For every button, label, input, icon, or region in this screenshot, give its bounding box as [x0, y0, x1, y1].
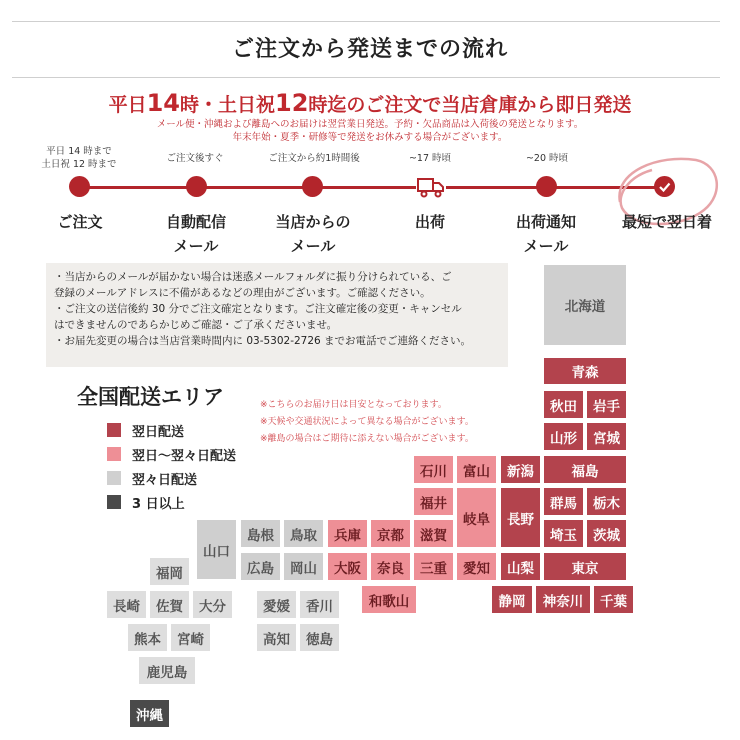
pref-nagasaki: 長崎	[107, 591, 146, 618]
pref-aomori: 青森	[544, 358, 626, 384]
legend-swatch	[107, 447, 121, 461]
headline-hour-weekday: 14	[146, 89, 180, 117]
pref-gifu: 岐阜	[457, 488, 496, 547]
legend-swatch	[107, 495, 121, 509]
notice-line: ・お届先変更の場合は当店営業時間内に 03-5302-2726 までお電話でご連絡ください。	[54, 335, 472, 347]
pref-tottori: 鳥取	[284, 520, 323, 547]
headline	[0, 89, 740, 117]
pref-fukuoka: 福岡	[150, 558, 189, 585]
headline-part: 時・土日祝	[179, 94, 275, 116]
holiday-note: 年末年始・夏季・研修等で発送をお休みする場合がございます。	[232, 132, 508, 143]
timeline-caption: ご注文から約1時間後	[268, 153, 360, 164]
pref-hiroshima: 広島	[241, 553, 280, 580]
shipping-note: メール便・沖縄および離島へのお届けは翌営業日発送。予約・欠品商品は入荷後の発送となります。	[156, 119, 584, 130]
pref-kumamoto: 熊本	[128, 624, 167, 651]
pref-toyama: 富山	[457, 456, 496, 483]
pref-fukui: 福井	[414, 488, 453, 515]
legend-label: 翌日配送	[132, 425, 185, 440]
pref-iwate: 岩手	[587, 391, 626, 418]
step-shipment: 出荷	[414, 213, 445, 231]
truck-icon	[416, 174, 446, 200]
pref-ishikawa: 石川	[414, 456, 453, 483]
area-title: 全国配送エリア	[77, 385, 224, 409]
pref-hokkaido: 北海道	[544, 265, 626, 345]
pref-kyoto: 京都	[371, 520, 410, 547]
legend-swatch	[107, 471, 121, 485]
pref-nara: 奈良	[371, 553, 410, 580]
area-disclaimer: ※こちらのお届け日は目安となっております。	[260, 400, 447, 410]
pref-shizuoka: 静岡	[492, 586, 532, 613]
timeline-caption: ~17 時頃	[408, 153, 452, 164]
timeline-caption: ご注文後すぐ	[166, 153, 224, 164]
page-title: ご注文から発送までの流れ	[231, 37, 508, 62]
pref-yamagata: 山形	[544, 423, 583, 450]
step-marker	[536, 176, 557, 197]
pref-kagoshima: 鹿児島	[139, 657, 195, 684]
headline-part: 時迄のご注文で当店倉庫から即日発送	[308, 94, 632, 116]
legend-swatch	[107, 423, 121, 437]
pref-fukushima: 福島	[544, 456, 626, 483]
pref-niigata: 新潟	[501, 456, 540, 483]
headline-hour-weekend: 12	[275, 89, 309, 117]
pref-kanagawa: 神奈川	[536, 586, 590, 613]
pref-tokyo: 東京	[544, 553, 626, 580]
pref-tokushima: 徳島	[300, 624, 339, 651]
pref-ehime: 愛媛	[257, 591, 296, 618]
pref-aichi: 愛知	[457, 553, 496, 580]
step-next-day: 最短で翌日着	[621, 213, 712, 231]
top-divider	[12, 21, 720, 22]
legend-label: 翌々日配送	[132, 473, 198, 488]
pref-akita: 秋田	[544, 391, 583, 418]
area-disclaimer: ※離島の場合はご期待に添えない場合がございます。	[260, 434, 474, 444]
timeline-caption: ~20 時頃	[525, 153, 569, 164]
legend-label: 3 日以上	[132, 497, 185, 512]
pref-gunma: 群馬	[544, 488, 583, 515]
pref-hyogo: 兵庫	[328, 520, 367, 547]
timeline-caption: 平日 14 時まで 土日祝 12 時まで	[41, 146, 117, 170]
timeline-line	[80, 186, 662, 189]
pref-saitama: 埼玉	[544, 520, 583, 547]
pref-tochigi: 栃木	[587, 488, 626, 515]
legend-label: 翌日～翌々日配送	[132, 449, 237, 464]
pref-miyagi: 宮城	[587, 423, 626, 450]
notice-line: ・ご注文の送信後約 30 分でご注文確定となります。ご注文確定後の変更・キャンセル	[54, 303, 462, 315]
pref-kochi: 高知	[257, 624, 296, 651]
notice-line: はできませんのであらかじめご確認・ご了承くださいませ。	[54, 319, 338, 331]
pref-nagano: 長野	[501, 488, 540, 547]
pref-wakayama: 和歌山	[362, 586, 416, 613]
step-marker	[302, 176, 323, 197]
pref-yamanashi: 山梨	[501, 553, 540, 580]
pref-shimane: 島根	[241, 520, 280, 547]
step-auto-mail: 自動配信 メール	[165, 213, 226, 255]
pref-okayama: 岡山	[284, 553, 323, 580]
pref-shiga: 滋賀	[414, 520, 453, 547]
pref-kagawa: 香川	[300, 591, 339, 618]
step-marker	[186, 176, 207, 197]
pref-chiba: 千葉	[594, 586, 633, 613]
pref-oita: 大分	[193, 591, 232, 618]
check-icon	[654, 176, 675, 197]
notice-box	[46, 263, 508, 367]
step-shop-mail: 当店からの メール	[275, 213, 351, 255]
pref-mie: 三重	[414, 553, 453, 580]
notice-line: 登録のメールアドレスに不備があるなどの理由がございます。ご確認ください。	[54, 287, 431, 299]
headline-part: 平日	[108, 94, 147, 116]
step-ship-notice: 出荷通知 メール	[515, 213, 576, 255]
pref-okinawa: 沖縄	[130, 700, 169, 727]
area-disclaimer: ※天候や交通状況によって異なる場合がございます。	[260, 417, 474, 427]
step-marker	[69, 176, 90, 197]
pref-osaka: 大阪	[328, 553, 367, 580]
notice-line: ・当店からのメールが届かない場合は迷惑メールフォルダに振り分けられている、ご	[54, 271, 452, 283]
pref-yamaguchi: 山口	[197, 520, 236, 579]
pref-ibaraki: 茨城	[587, 520, 626, 547]
step-order: ご注文	[57, 213, 103, 231]
title-divider	[12, 77, 720, 78]
pref-saga: 佐賀	[150, 591, 189, 618]
pref-miyazaki: 宮崎	[171, 624, 210, 651]
